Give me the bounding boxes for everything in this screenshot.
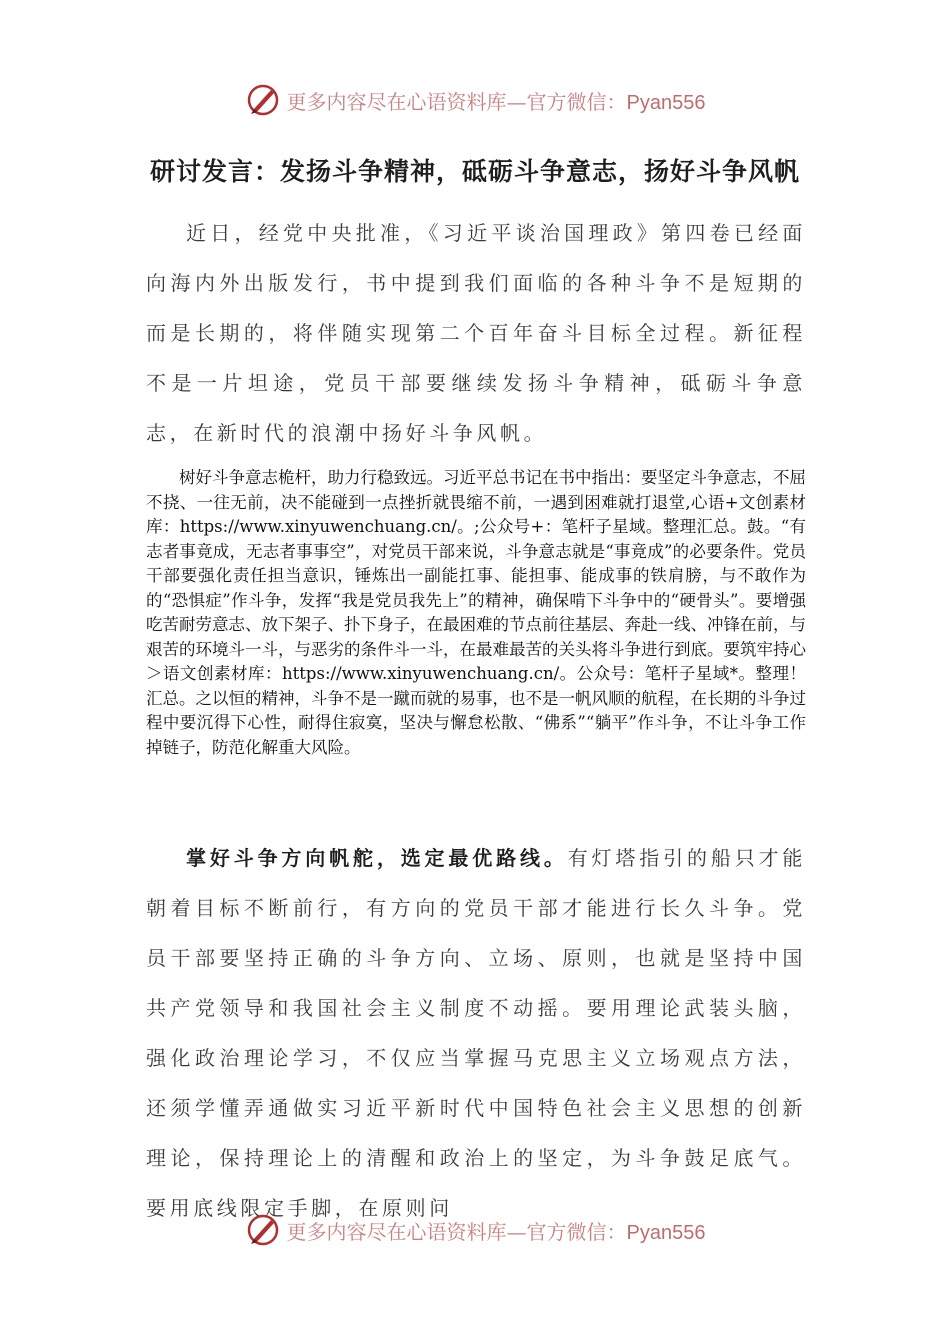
banner-text: 更多内容尽在心语资料库—官方微信：Pyan556: [286, 1219, 706, 1244]
paragraph-direction-body: 有灯塔指引的船只才能朝着目标不断前行，有方向的党员干部才能进行长久斗争。党员干部要坚持正确的斗争方向、立场、原则，也就是坚持中国共产党领导和我国社会主义制度不动摇。要用理论武装头脑，强化政治理论学习，不仅应当掌握马克思主义立场观点方法，还须学懂弄通做实习近平新时代中国特色社会主义思想的创新理论，保持理论上的清醒和政治上的坚定，为斗争鼓足底气。要用底线限定手脚，在原则问: [146, 846, 807, 1220]
header-banner: [0, 80, 950, 120]
paragraph-direction-lead: 掌好斗争方向帆舵，选定最优路线。: [186, 846, 568, 870]
paragraph-intro: 近日，经党中央批准，《习近平谈治国理政》第四卷已经面向海内外出版发行，书中提到我们面临的各种斗争不是短期的而是长期的，将伴随实现第二个百年奋斗目标全过程。新征程不是一片坦途，党员干部要继续发扬斗争精神，砥砺斗争意志，在新时代的浪潮中扬好斗争风帆。: [146, 221, 806, 445]
document-title: 研讨发言：发扬斗争精神，砥砺斗争意志，扬好斗争风帆: [149, 157, 800, 186]
pen-logo-icon: [245, 82, 281, 118]
pen-logo-icon: [245, 1212, 281, 1248]
paragraph-willpower: 树好斗争意志桅杆，助力行稳致远。习近平总书记在书中指出：要坚定斗争意志，不屈不挠、一往无前，决不能碰到一点挫折就畏缩不前，一遇到困难就打退堂,心语+文创素材库：https://www.xinyuwenchuang.cn/。;公众号+：笔杆子星域。整理汇总。鼓。“有志者事竟成，无志者事事空”，对党员干部来说，斗争意志就是“事竟成”的必要条件。党员干部要强化责任担当意识，锤炼出一副能扛事、能担事、能成事的铁肩膀，与不敢作为的“恐惧症”作斗争，发挥“我是党员我先上”的精神，确保啃下斗争中的“硬骨头”。要增强吃苦耐劳意志、放下架子、扑下身子，在最困难的节点前往基层、奔赴一线、冲锋在前，与艰苦的环境斗一斗，与恶劣的条件斗一斗，在最难最苦的关头将斗争进行到底。要筑牢持心＞语文创素材库：https://www.xinyuwenchuang.cn/。公众号：笔杆子星域*。整理！汇总。之以恒的精神，斗争不是一蹴而就的易事，也不是一帆风顺的航程，在长期的斗争过程中要沉得下心性，耐得住寂寞，坚决与懈怠松散、“佛系”“躺平”作斗争，不让斗争工作掉链子，防范化解重大风险。: [146, 468, 806, 757]
paragraph-direction: [146, 833, 806, 1233]
banner-text: 更多内容尽在心语资料库—官方微信：Pyan556: [286, 89, 706, 114]
footer-banner: [0, 1210, 950, 1250]
